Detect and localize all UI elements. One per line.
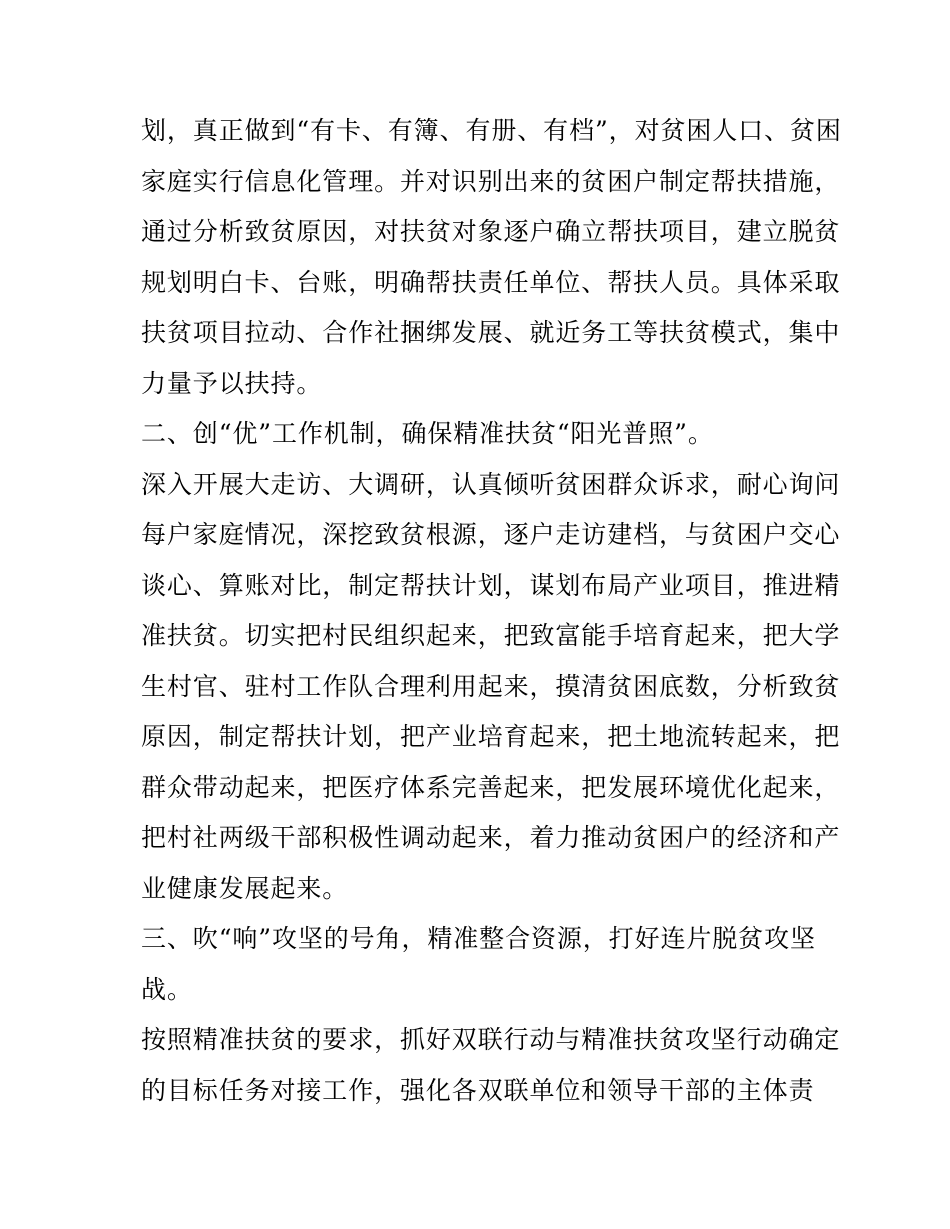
body-text [141, 106, 842, 1116]
section-heading-3: 三、吹“响”攻坚的号角，精准整合资源，打好连片脱贫攻坚 [141, 924, 816, 953]
section-heading-2: 二、创“优”工作机制，确保精准扶贫“阳光普照”。 [141, 419, 714, 448]
text-line: 每户家庭情况，深挖致贫根源，逐户走访建档，与贫困户交心 [141, 520, 841, 549]
section-heading-3-continued: 战。 [141, 974, 193, 1004]
text-line: 生村官、驻村工作队合理利用起来，摸清贫困底数，分析致贫 [141, 671, 841, 701]
text-line: 通过分析致贫原因，对扶贫对象逐户确立帮扶项目，建立脱贫 [141, 217, 841, 246]
text-line: 扶贫项目拉动、合作社捆绑发展、就近务工等扶贫模式，集中 [141, 318, 841, 347]
text-line: 准扶贫。切实把村民组织起来，把致富能手培育起来，把大学 [141, 621, 841, 650]
text-line: 规划明白卡、台账，明确帮扶责任单位、帮扶人员。具体采取 [141, 267, 841, 297]
text-line: 按照精准扶贫的要求，抓好双联行动与精准扶贫攻坚行动确定 [141, 1025, 841, 1054]
text-line: 的目标任务对接工作，强化各双联单位和领导干部的主体责 [141, 1075, 815, 1105]
text-line: 力量予以扶持。 [141, 368, 323, 398]
text-line: 业健康发展起来。 [141, 873, 349, 903]
text-line: 谈心、算账对比，制定帮扶计划，谋划布局产业项目，推进精 [141, 570, 841, 600]
text-line: 深入开展大走访、大调研，认真倾听贫困群众诉求，耐心询问 [141, 469, 841, 499]
text-line: 群众带动起来，把医疗体系完善起来，把发展环境优化起来， [141, 772, 841, 802]
text-line: 把村社两级干部积极性调动起来，着力推动贫困户的经济和产 [141, 823, 841, 852]
text-line: 原因，制定帮扶计划，把产业培育起来，把土地流转起来，把 [141, 722, 841, 751]
text-line: 划，真正做到“有卡、有簿、有册、有档”，对贫困人口、贫困 [141, 116, 842, 145]
text-line: 家庭实行信息化管理。并对识别出来的贫困户制定帮扶措施， [141, 166, 841, 196]
